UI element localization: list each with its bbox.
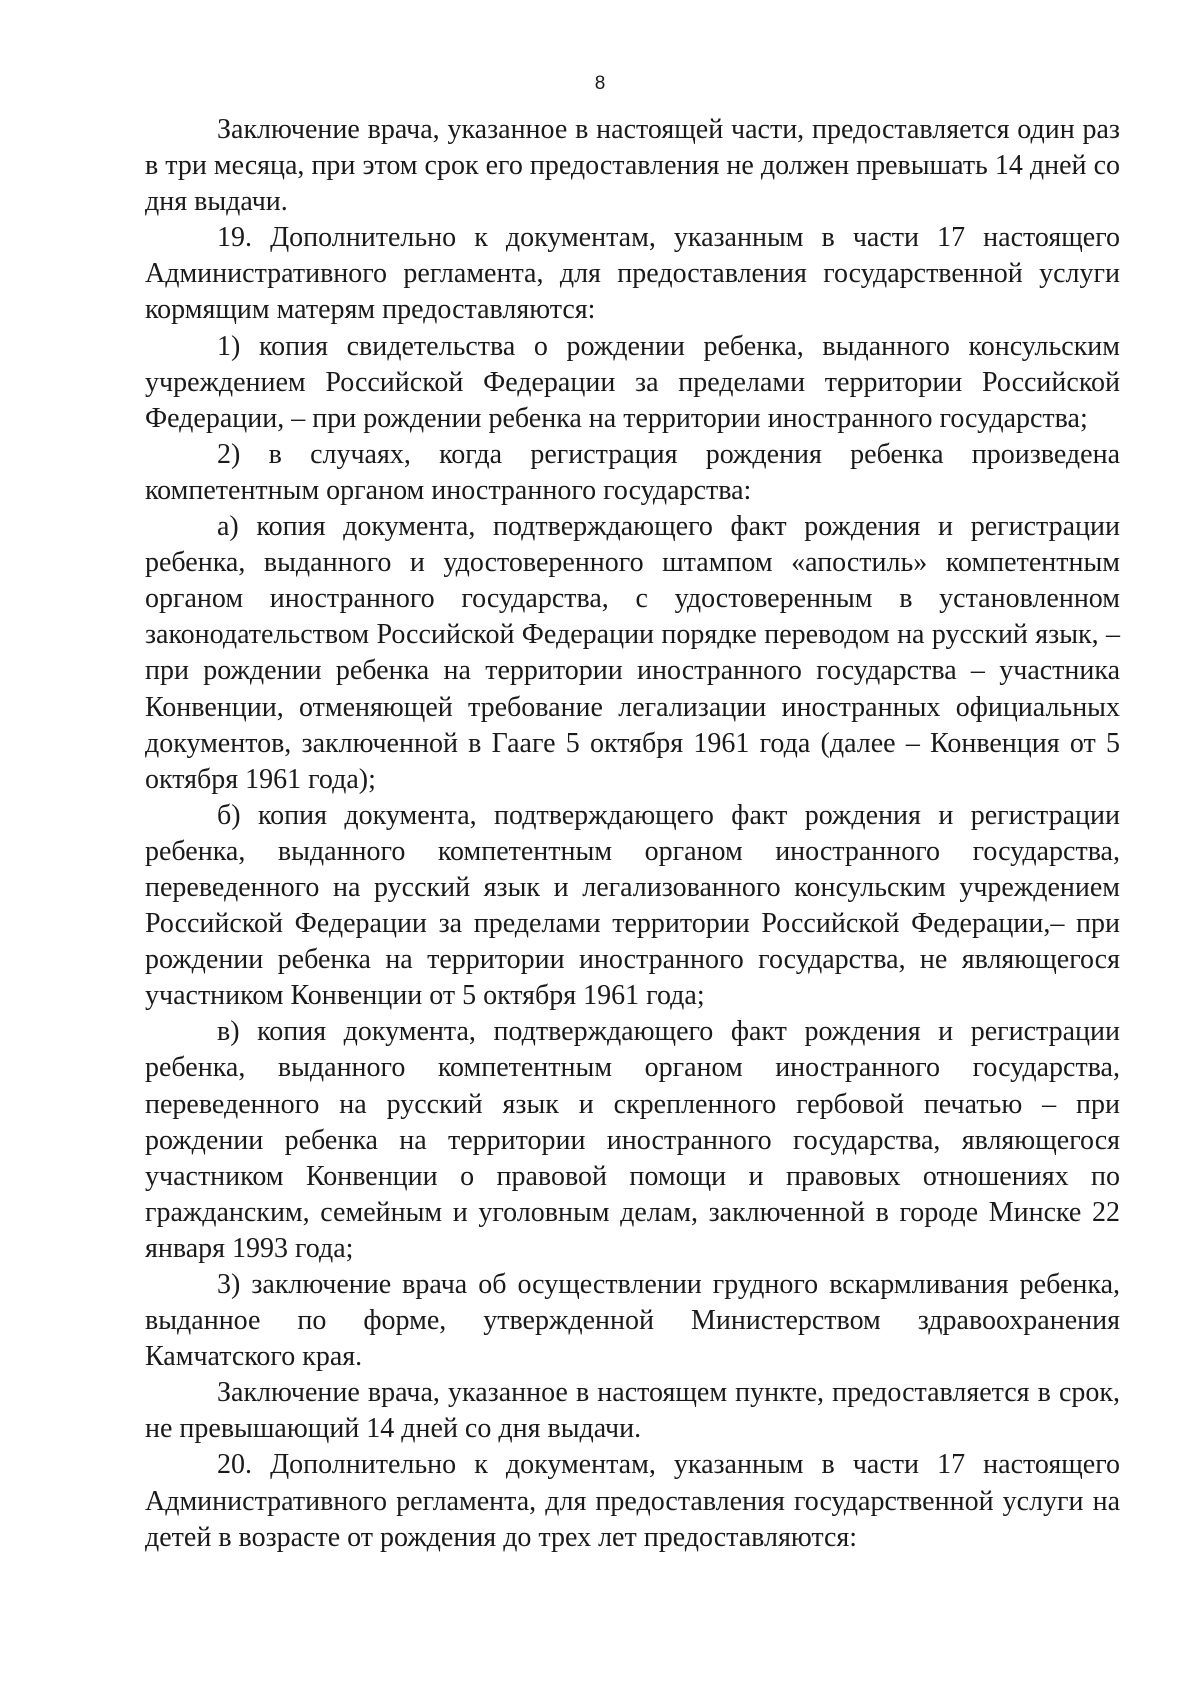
paragraph-subitem-2a: а) копия документа, подтверждающего факт рождения и регистрации ребенка, выданного и удостоверенного штампом «апостиль» компетентным органом иностранного государства, с удостоверенным в установленном законодательством Российской Федерации порядке переводом на русский язык, – при рождении ребенка на территории иностранного государства – участника Конвенции, отменяющей требование легализации иностранных официальных документов, заключенной в Гааге 5 октября 1961 года (далее – Конвенция от 5 октября 1961 года); [145,511,1120,795]
paragraph-subitem-2v: в) копия документа, подтверждающего факт рождения и регистрации ребенка, выданного компетентным органом иностранного государства, переведенного на русский язык и скрепленного гербовой печатью – при рождении ребенка на территории иностранного государства, являющегося участником Конвенции о правовой помощи и правовых отношениях по гражданским, семейным и уголовным делам, заключенной в городе Минске 22 января 1993 года; [145,1016,1120,1264]
paragraph-doctor-conclusion-term: Заключение врача, указанное в настоящем пункте, предоставляется в срок, не превышающий 14 дней со дня выдачи. [145,1377,1120,1445]
paragraph-subitem-1: 1) копия свидетельства о рождении ребенка, выданного консульским учреждением Российской Федерации за пределами территории Российской Федерации, – при рождении ребенка на территории иностранного государства; [145,330,1120,434]
page-number: 8 [594,73,606,94]
document-body [145,112,1120,1556]
paragraph-subitem-2: 2) в случаях, когда регистрация рождения ребенка произведена компетентным органом иностранного государства: [145,438,1120,506]
paragraph-subitem-2b: б) копия документа, подтверждающего факт рождения и регистрации ребенка, выданного компетентным органом иностранного государства, переведенного на русский язык и легализованного консульским учреждением Российской Федерации за пределами территории Российской Федерации,– при рождении ребенка на территории иностранного государства, не являющегося участником Конвенции от 5 октября 1961 года; [145,799,1120,1012]
paragraph-subitem-3: 3) заключение врача об осуществлении грудного вскармливания ребенка, выданное по форме, утвержденной Министерством здравоохранения Камчатского края. [145,1269,1120,1373]
paragraph-doctor-conclusion-frequency: Заключение врача, указанное в настоящей части, предоставляется один раз в три месяца, при этом срок его предоставления не должен превышать 14 дней со дня выдачи. [145,114,1120,218]
paragraph-item-20: 20. Дополнительно к документам, указанным в части 17 настоящего Административного регламента, для предоставления государственной услуги на детей в возрасте от рождения до трех лет предоставляются: [145,1449,1120,1553]
paragraph-item-19: 19. Дополнительно к документам, указанным в части 17 настоящего Административного регламента, для предоставления государственной услуги кормящим матерям предоставляются: [145,222,1120,326]
